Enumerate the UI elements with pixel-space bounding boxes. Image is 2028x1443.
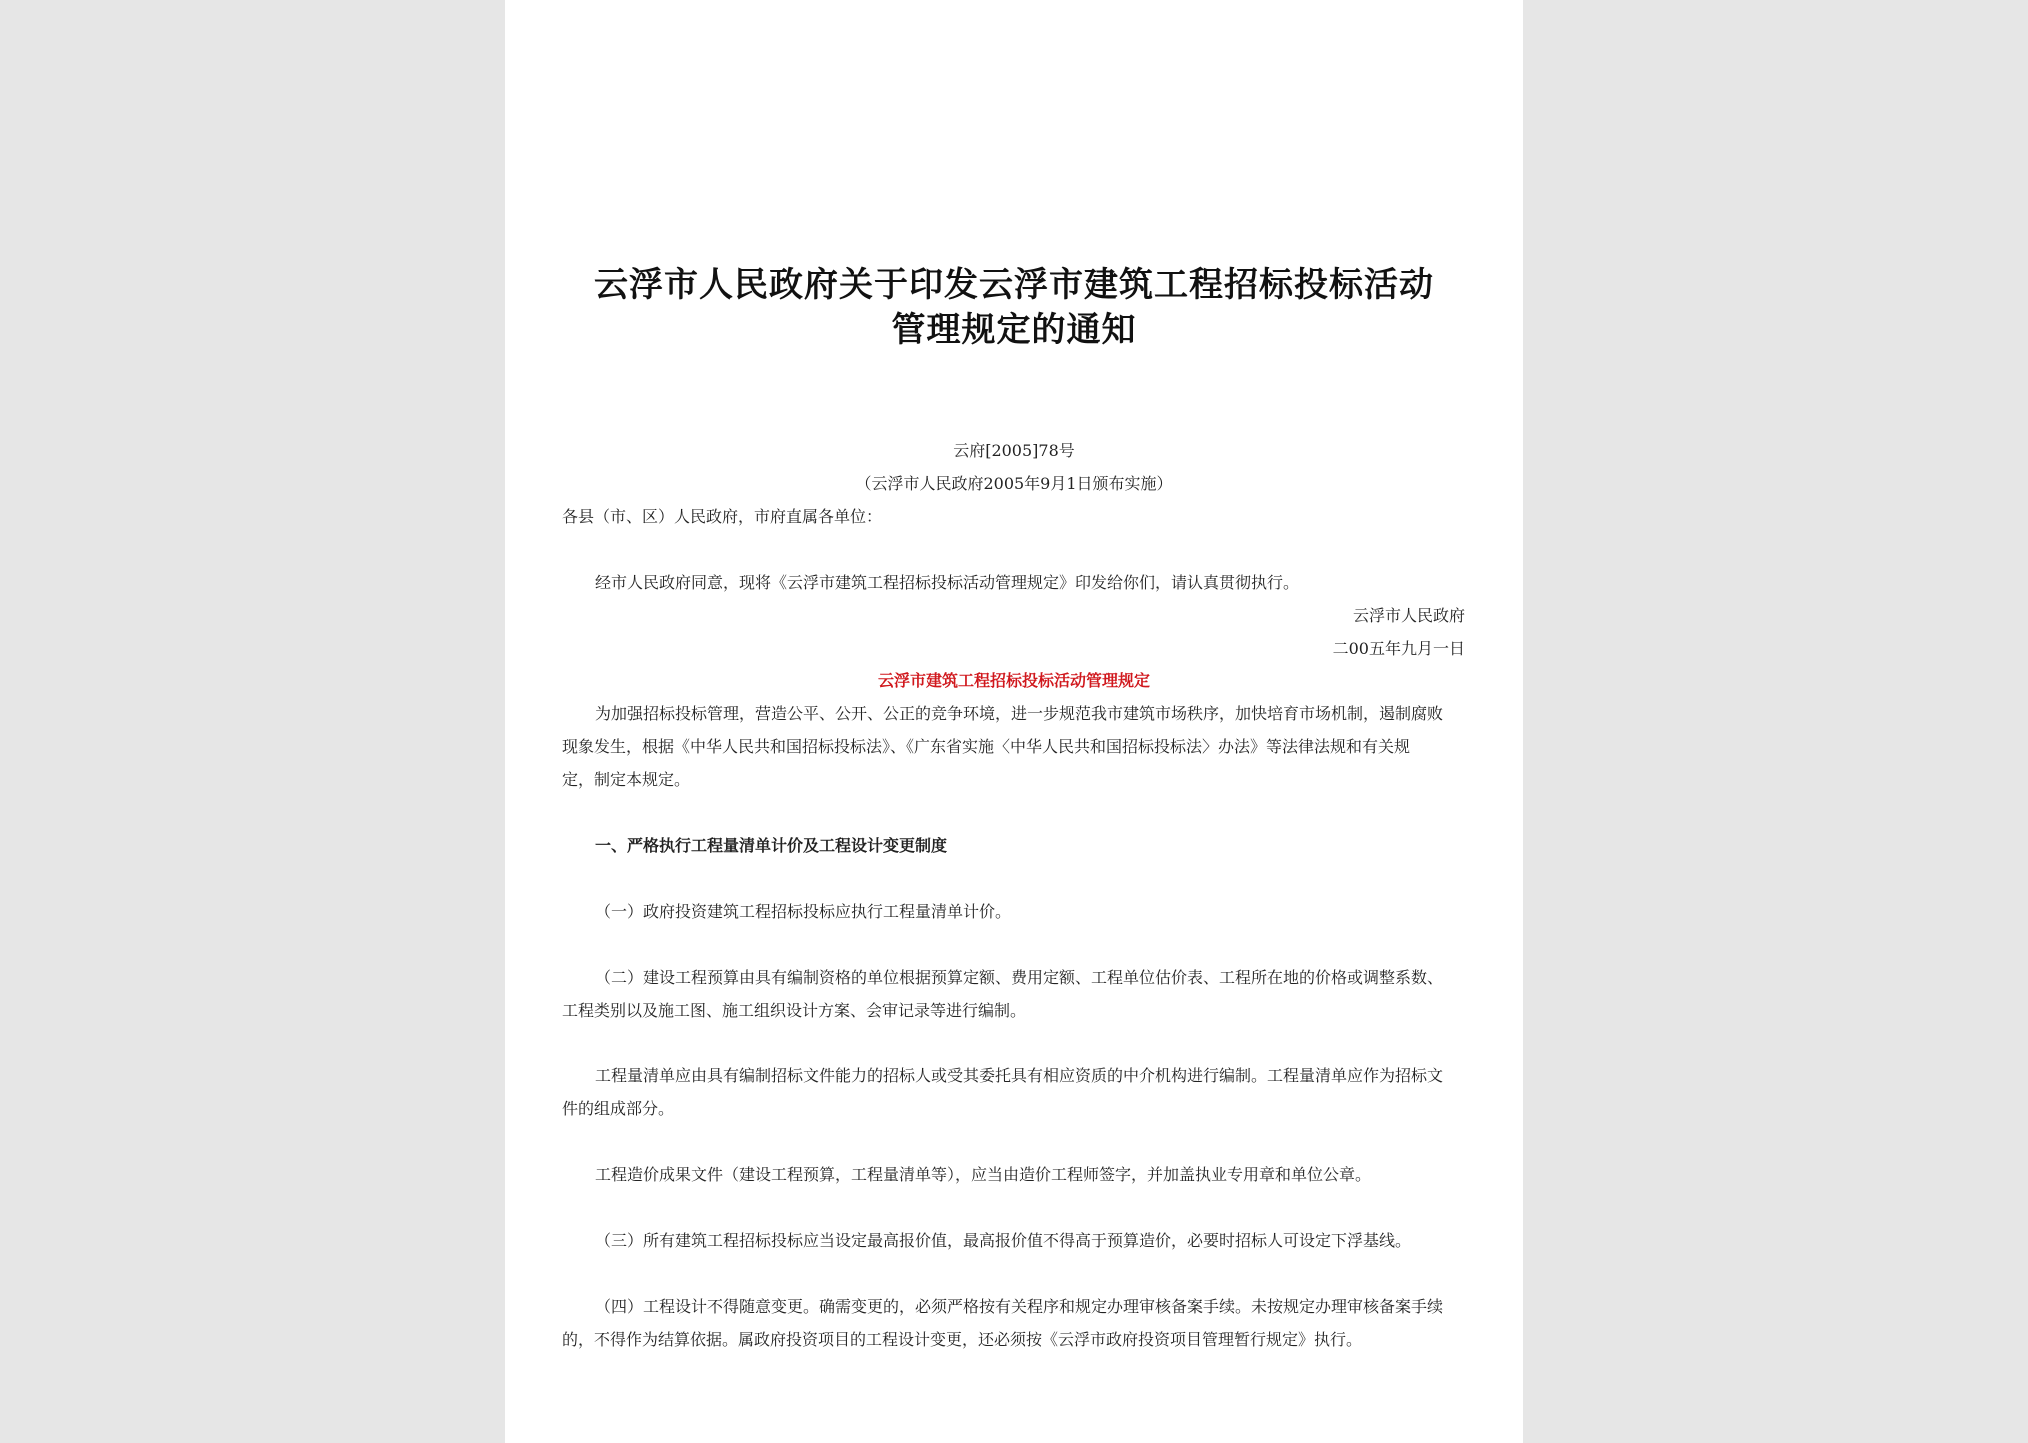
- issuer-signature: 云浮市人民政府: [1352, 606, 1465, 625]
- cost-paragraph: 工程造价成果文件（建设工程预算，工程量清单等），应当由造价工程师签字，并加盖执业专用章和单位公章。: [595, 1165, 1372, 1184]
- preamble-line: 定，制定本规定。: [562, 770, 691, 789]
- document-title-line-2: 管理规定的通知: [891, 310, 1137, 350]
- document-number: 云府[2005]78号: [953, 441, 1075, 460]
- document-page: [505, 0, 1523, 1443]
- preamble-line: 现象发生，根据《中华人民共和国招标投标法》、《广东省实施〈中华人民共和国招标投标法〉办法》等法律法规和有关规: [562, 737, 1411, 756]
- regulation-title: 云浮市建筑工程招标投标活动管理规定: [877, 671, 1150, 690]
- clause-item-4-line: 的，不得作为结算依据。属政府投资项目的工程设计变更，还必须按《云浮市政府投资项目管理暂行规定》执行。: [562, 1330, 1363, 1349]
- clause-item-2-line: 工程类别以及施工图、施工组织设计方案、会审记录等进行编制。: [562, 1001, 1027, 1020]
- addressee: 各县（市、区）人民政府，市府直属各单位：: [562, 507, 883, 526]
- clause-item-2-line: （二）建设工程预算由具有编制资格的单位根据预算定额、费用定额、工程单位估价表、工程所在地的价格或调整系数、: [595, 968, 1444, 987]
- preamble-line: 为加强招标投标管理，营造公平、公开、公正的竞争环境，进一步规范我市建筑市场秩序，加快培育市场机制，遏制腐败: [595, 704, 1444, 723]
- bill-paragraph-line: 工程量清单应由具有编制招标文件能力的招标人或受其委托具有相应资质的中介机构进行编制。工程量清单应作为招标文: [595, 1066, 1444, 1085]
- issue-note: （云浮市人民政府2005年9月1日颁布实施）: [855, 474, 1173, 493]
- issue-date: 二00五年九月一日: [1332, 639, 1465, 658]
- clause-item-1: （一）政府投资建筑工程招标投标应执行工程量清单计价。: [595, 902, 1012, 921]
- section-heading: 一、严格执行工程量清单计价及工程设计变更制度: [595, 836, 948, 855]
- intro-paragraph: 经市人民政府同意，现将《云浮市建筑工程招标投标活动管理规定》印发给你们，请认真贯彻执行。: [595, 573, 1300, 592]
- clause-item-4-line: （四）工程设计不得随意变更。确需变更的，必须严格按有关程序和规定办理审核备案手续。未按规定办理审核备案手续: [595, 1297, 1444, 1316]
- clause-item-3: （三）所有建筑工程招标投标应当设定最高报价值，最高报价值不得高于预算造价，必要时招标人可设定下浮基线。: [595, 1231, 1412, 1250]
- document-title-line-1: 云浮市人民政府关于印发云浮市建筑工程招标投标活动: [594, 265, 1434, 305]
- bill-paragraph-line: 件的组成部分。: [562, 1099, 675, 1118]
